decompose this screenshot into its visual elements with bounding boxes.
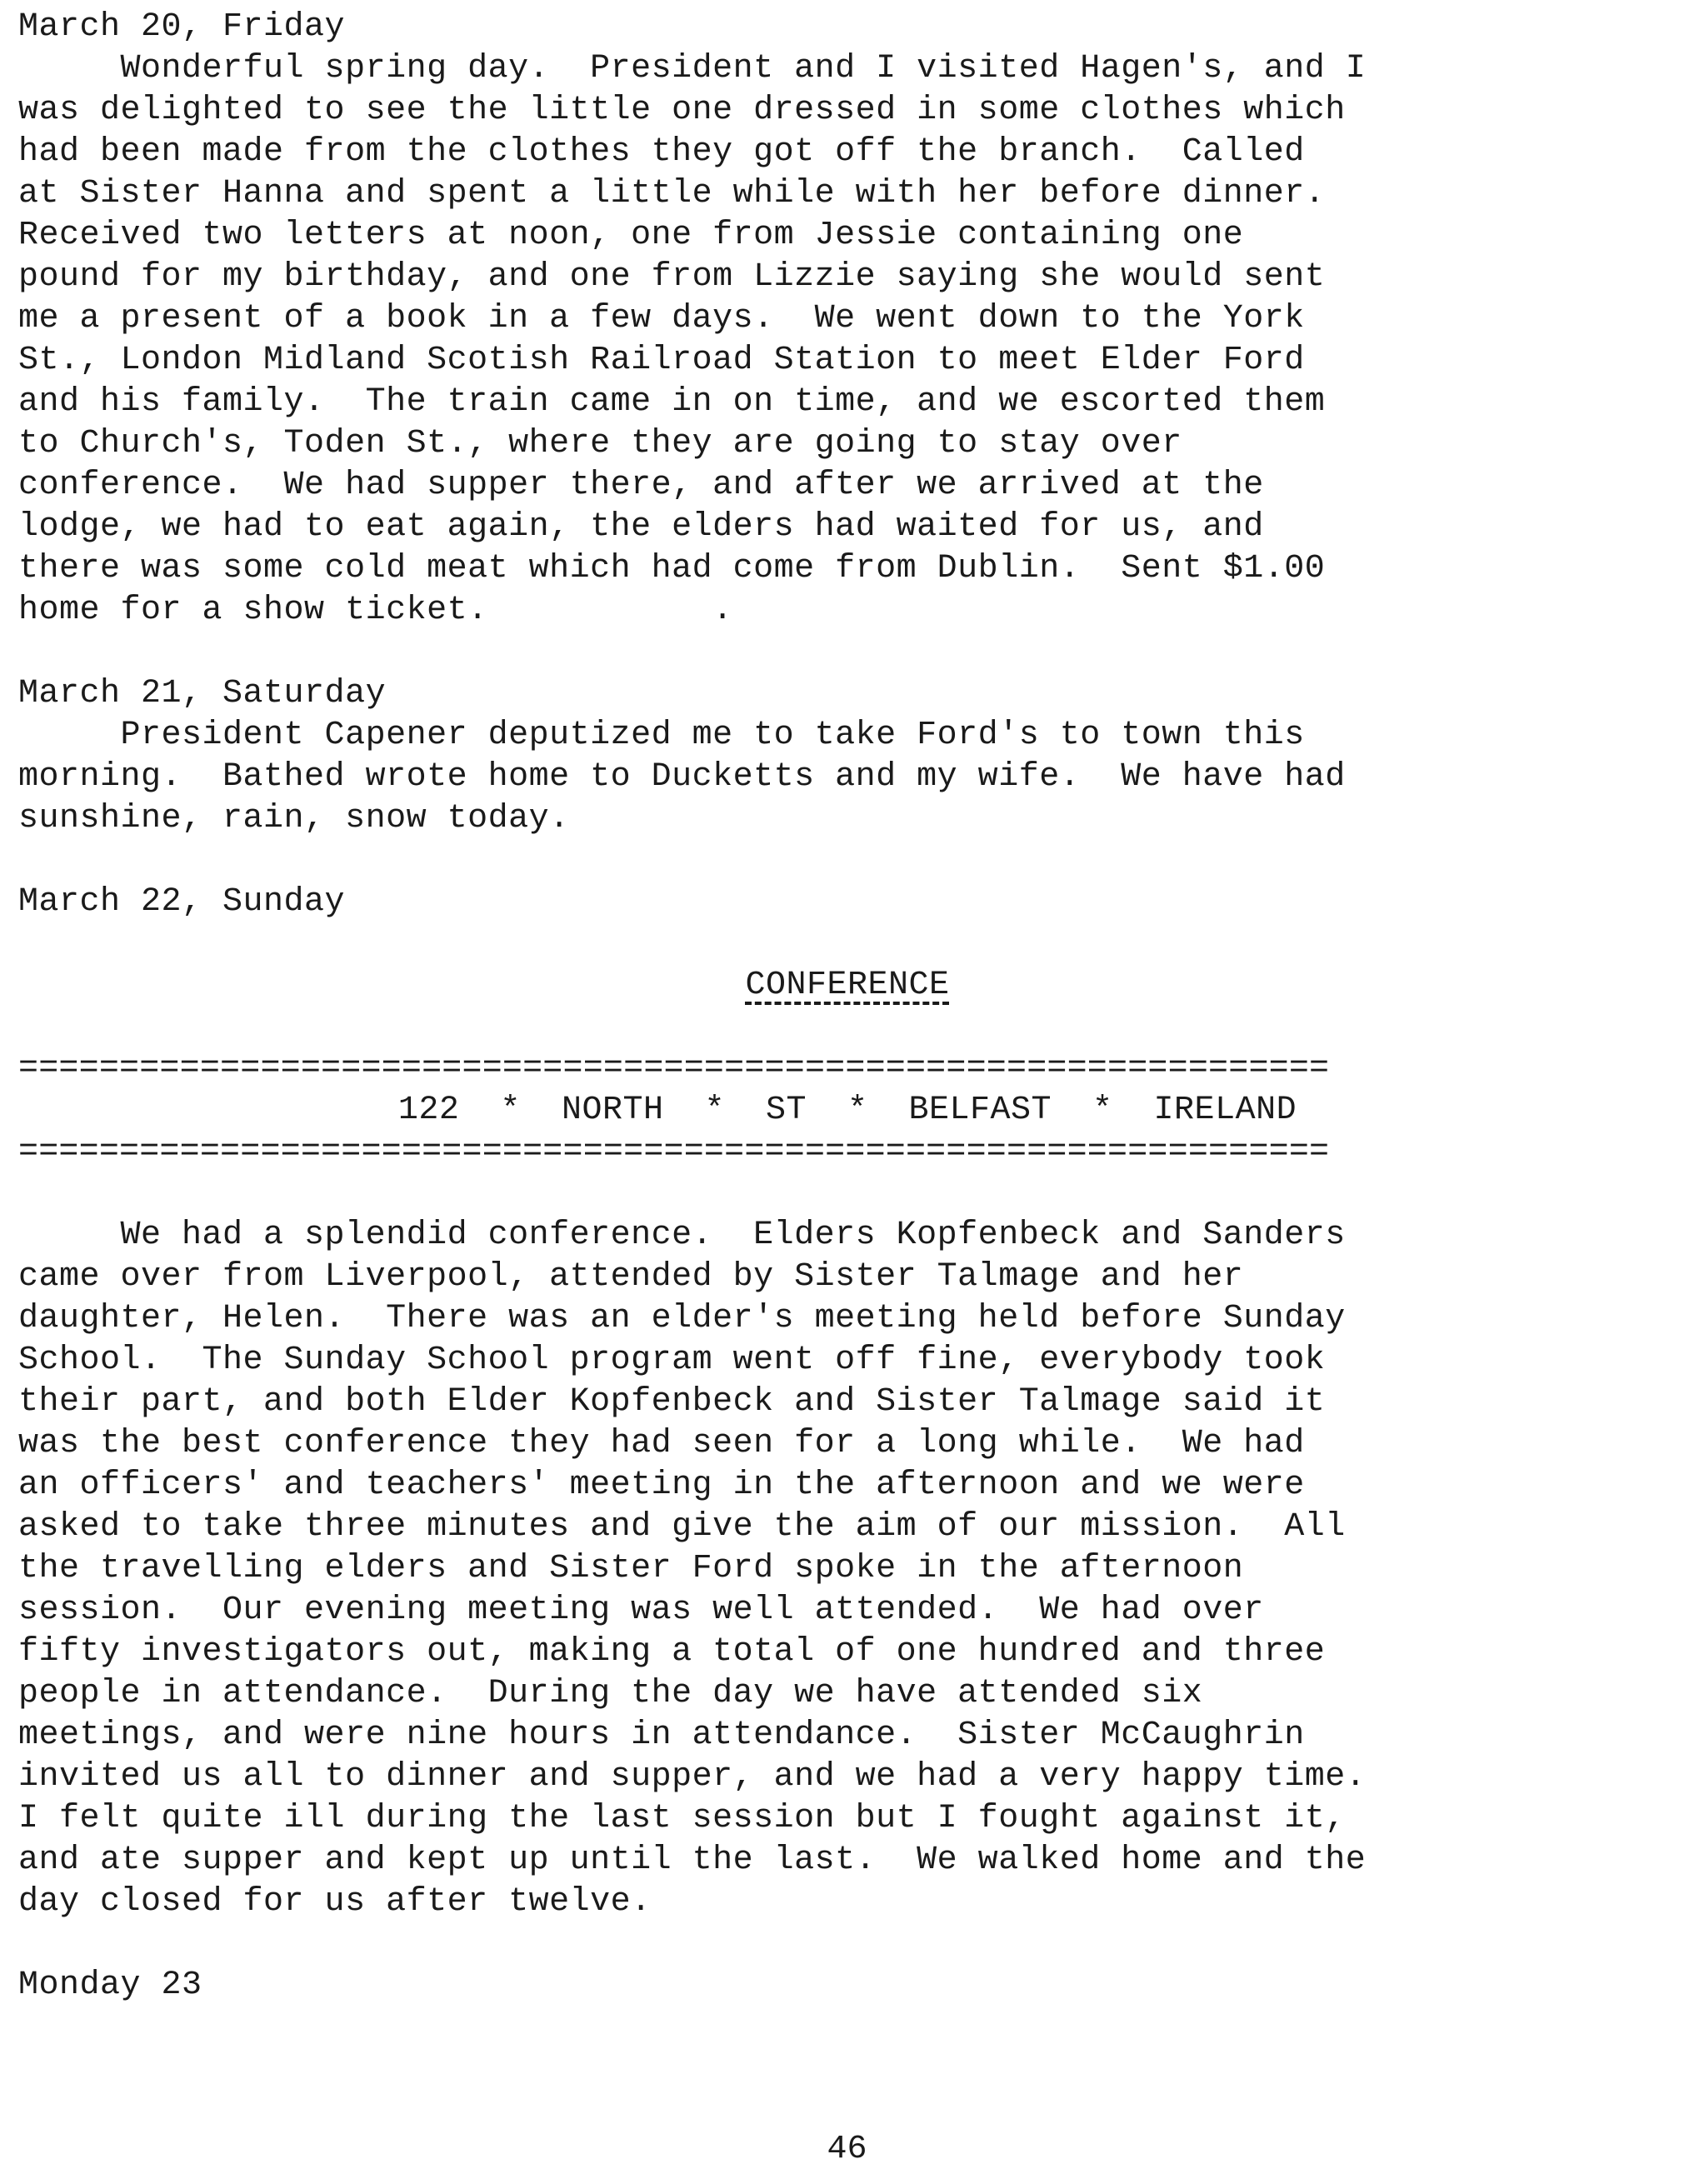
entry-line: was delighted to see the little one dressed in some clothes which	[18, 92, 1346, 129]
entry-line: to Church's, Toden St., where they are going to stay over	[18, 425, 1182, 462]
conference-line: We had a splendid conference. Elders Kopfenbeck and Sanders	[18, 1217, 1346, 1254]
banner-rule-bottom: =================================================================	[18, 1133, 1330, 1171]
conference-line: fifty investigators out, making a total of one hundred and three	[18, 1633, 1326, 1671]
conference-line: the travelling elders and Sister Ford spoke in the afternoon	[18, 1550, 1244, 1587]
spacer	[18, 1007, 1677, 1048]
banner-rule-top: =================================================================	[18, 1050, 1330, 1087]
entry-line: sunshine, rain, snow today.	[18, 800, 570, 837]
conference-line: meetings, and were nine hours in attendance. Sister McCaughrin	[18, 1717, 1305, 1754]
entry-line: me a present of a book in a few days. We went down to the York	[18, 300, 1305, 337]
entry-line: there was some cold meat which had come from Dublin. Sent $1.00	[18, 550, 1326, 587]
conference-heading-row	[18, 965, 1677, 1007]
entry-line: Wonderful spring day. President and I visited Hagen's, and I	[18, 50, 1367, 87]
entry-line: lodge, we had to eat again, the elders had waited for us, and	[18, 508, 1264, 546]
conference-line: people in attendance. During the day we have attended six	[18, 1675, 1203, 1712]
spacer	[18, 632, 1677, 673]
conference-line: their part, and both Elder Kopfenbeck and Sister Talmage said it	[18, 1383, 1326, 1421]
conference-line: session. Our evening meeting was well attended. We had over	[18, 1592, 1264, 1629]
conference-line: invited us all to dinner and supper, and we had a very happy time.	[18, 1758, 1367, 1796]
conference-line: and ate supper and kept up until the last. We walked home and the	[18, 1842, 1367, 1879]
entry-line: pound for my birthday, and one from Lizzie saying she would sent	[18, 258, 1326, 296]
conference-heading: CONFERENCE	[745, 967, 950, 1004]
entry-date: March 21, Saturday	[18, 675, 387, 712]
entry-line: St., London Midland Scotish Railroad Station to meet Elder Ford	[18, 342, 1305, 379]
conference-line: School. The Sunday School program went off fine, everybody took	[18, 1342, 1326, 1379]
spacer	[18, 840, 1677, 882]
spacer	[18, 1923, 1677, 1965]
entry-line: home for a show ticket. .	[18, 592, 733, 629]
entry-line: President Capener deputized me to take Ford's to town this	[18, 717, 1305, 754]
conference-line: came over from Liverpool, attended by Sister Talmage and her	[18, 1258, 1244, 1296]
conference-line: I felt quite ill during the last session but I fought against it,	[18, 1800, 1346, 1837]
conference-line: was the best conference they had seen for a long while. We had	[18, 1425, 1305, 1462]
entry-line: morning. Bathed wrote home to Ducketts and my wife. We have had	[18, 758, 1346, 796]
conference-line: asked to take three minutes and give the aim of our mission. All	[18, 1508, 1346, 1546]
entry-line: at Sister Hanna and spent a little while with her before dinner.	[18, 175, 1326, 212]
conference-line: daughter, Helen. There was an elder's meeting held before Sunday	[18, 1300, 1346, 1337]
entry-line: had been made from the clothes they got off the branch. Called	[18, 133, 1305, 171]
banner-address: 122 * NORTH * ST * BELFAST * IRELAND	[397, 1092, 1297, 1129]
spacer	[18, 1173, 1677, 1215]
spacer	[18, 923, 1677, 965]
diary-page	[18, 7, 1677, 2007]
entry-date: Monday 23	[18, 1967, 202, 2004]
entry-line: conference. We had supper there, and after we arrived at the	[18, 467, 1264, 504]
entry-date: March 22, Sunday	[18, 883, 346, 921]
entry-line: and his family. The train came in on time, and we escorted them	[18, 383, 1326, 421]
page-number: 46	[827, 2131, 867, 2168]
entry-date: March 20, Friday	[18, 8, 346, 46]
conference-line: day closed for us after twelve.	[18, 1883, 652, 1921]
entry-line: Received two letters at noon, one from Jessie containing one	[18, 217, 1244, 254]
conference-line: an officers' and teachers' meeting in the afternoon and we were	[18, 1467, 1305, 1504]
